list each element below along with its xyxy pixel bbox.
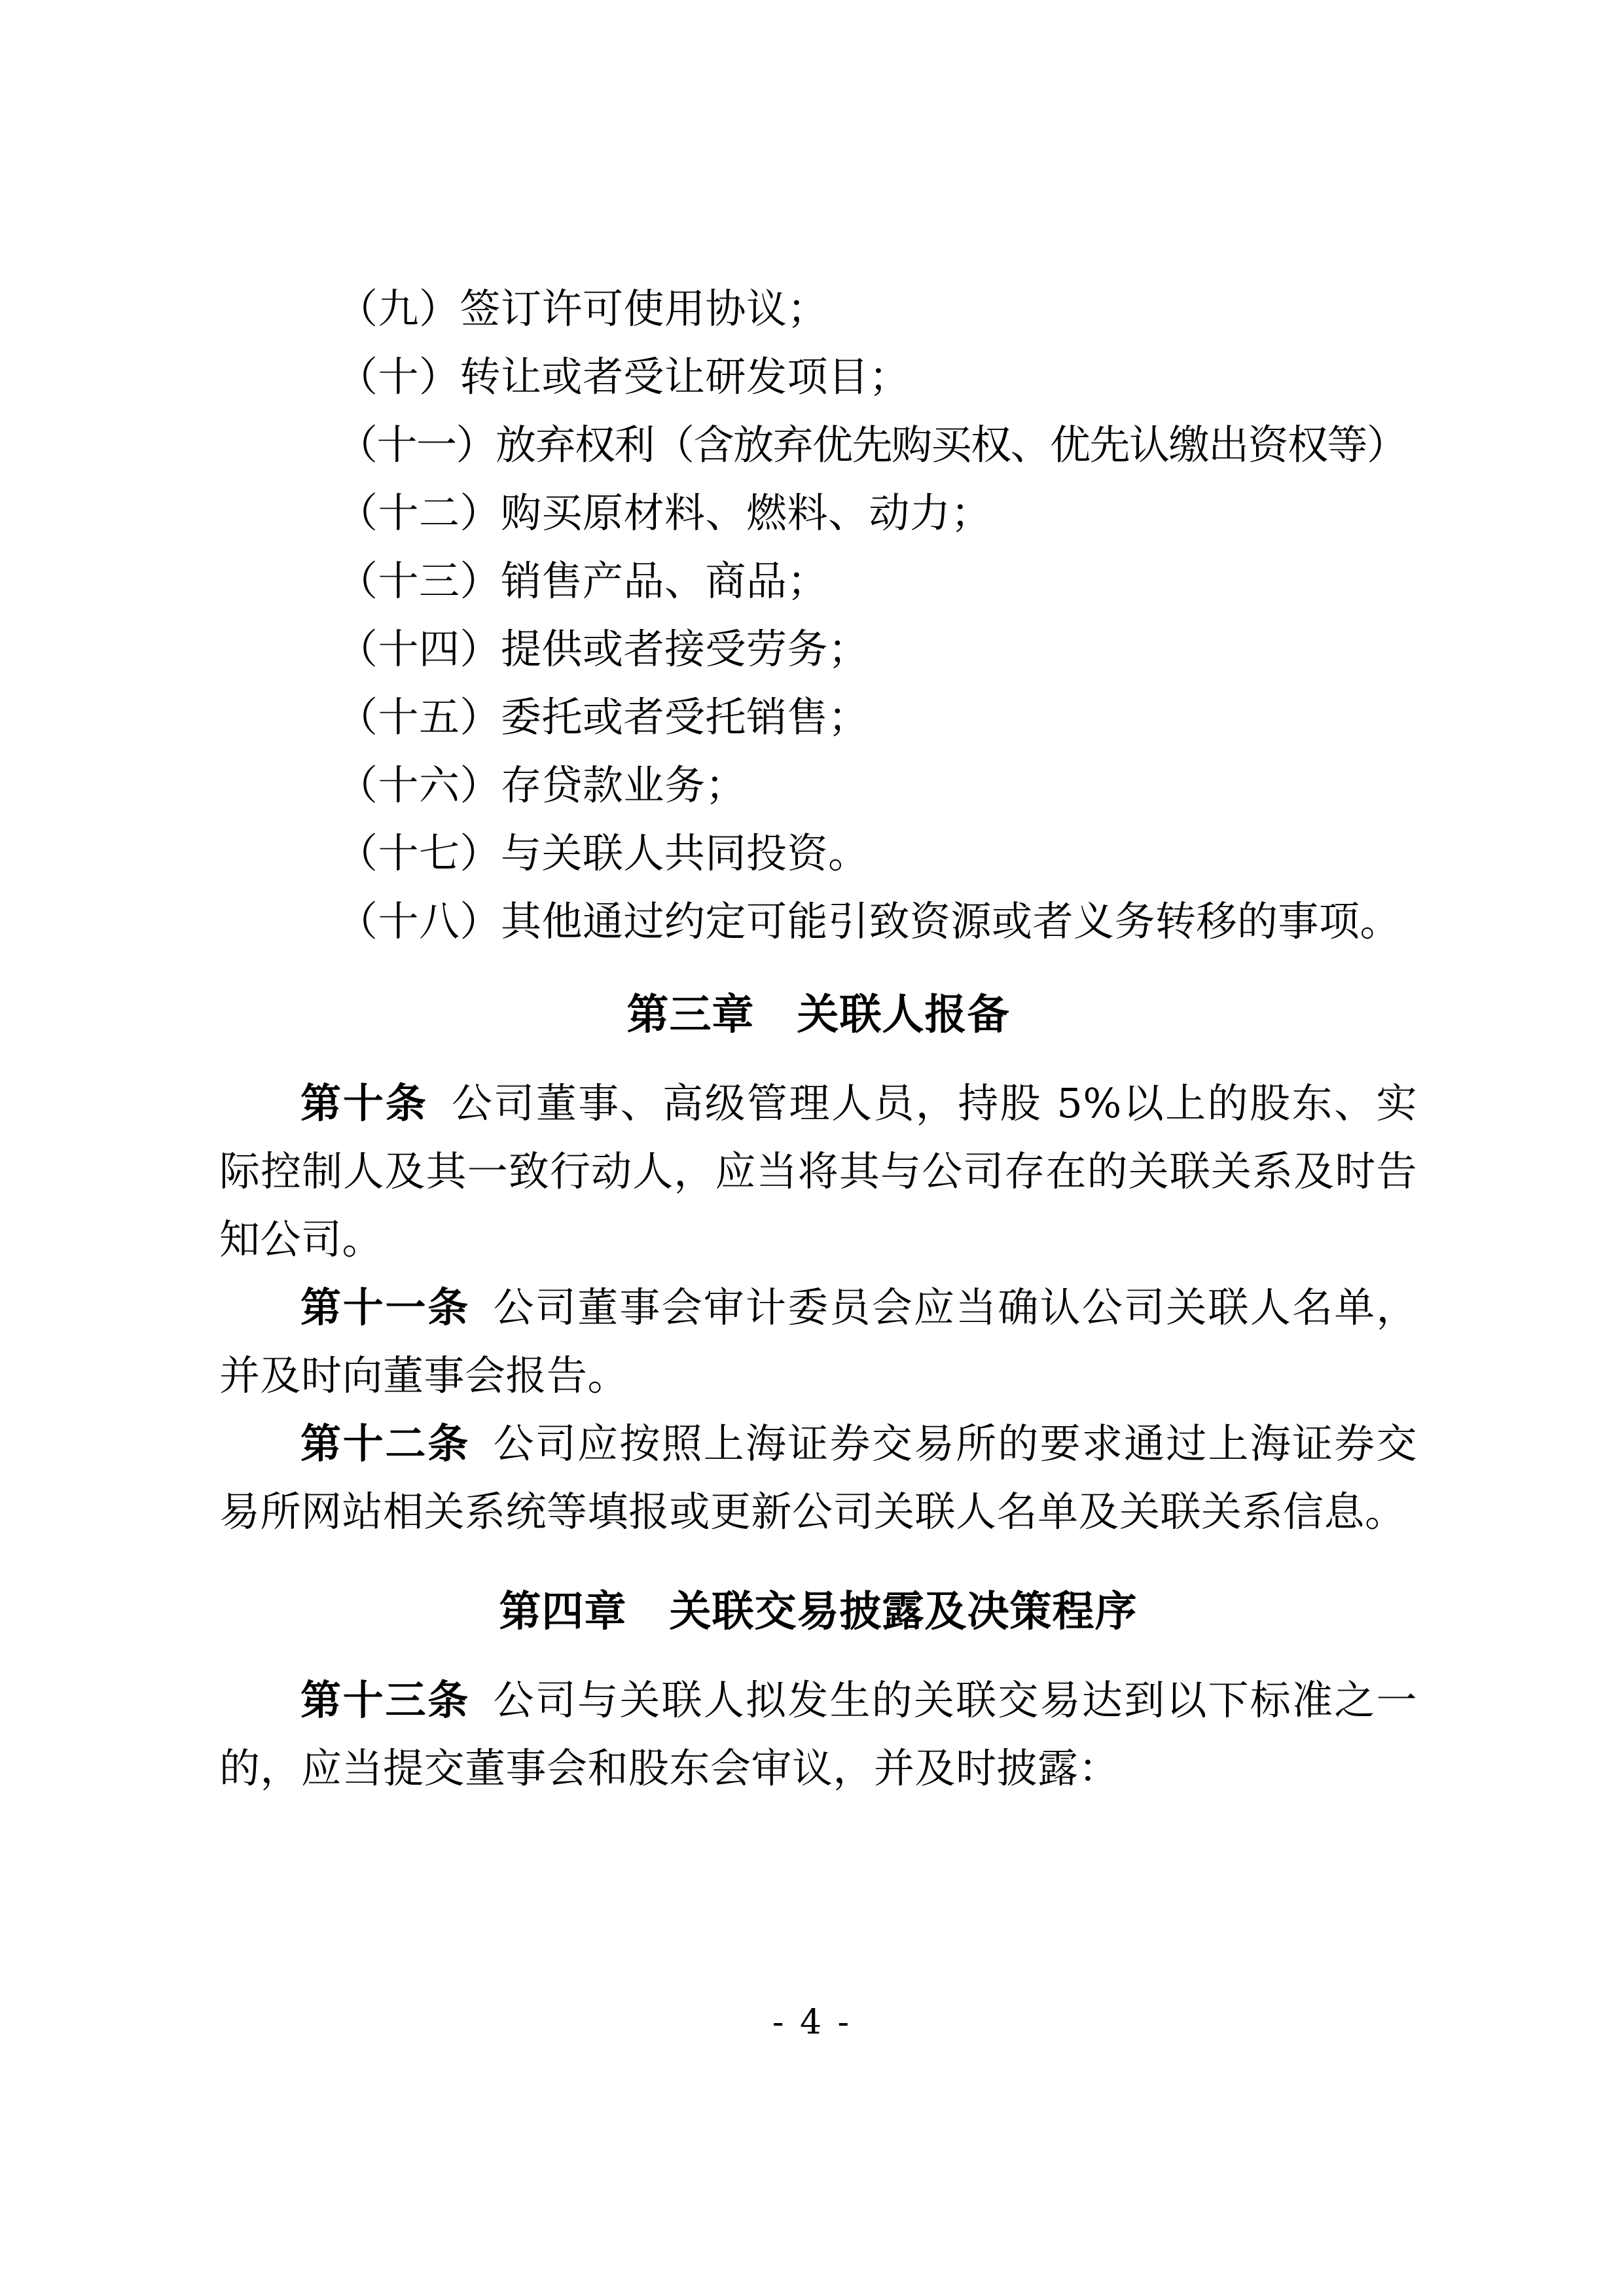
article-paragraph-eleven	[219, 1274, 1417, 1410]
clause-item-sixteen: （十六）存贷款业务；	[337, 761, 747, 809]
article-paragraph-ten	[219, 1069, 1417, 1274]
clause-item-eleven: （十一）放弃权利（含放弃优先购买权、优先认缴出资权等）	[337, 421, 1407, 469]
article-body-thirteen: 公司与关联人拟发生的关联交易达到以下标准之一的，应当提交董事会和股东会审议，并及时披露：	[219, 1676, 1417, 1792]
article-label-eleven: 第十一条	[300, 1283, 470, 1331]
article-paragraph-thirteen	[219, 1666, 1417, 1803]
clause-item-thirteen: （十三）销售产品、商品；	[337, 557, 829, 605]
chapter-heading-four: 第四章 关联交易披露及决策程序	[499, 1588, 1138, 1636]
article-body-twelve: 公司应按照上海证券交易所的要求通过上海证券交易所网站相关系统等填报或更新公司关联人名单及关联关系信息。	[219, 1420, 1417, 1535]
article-block-eleven	[219, 1274, 1417, 1410]
article-body-ten: 公司董事、高级管理人员，持股 5%以上的股东、实际控制人及其一致行动人，应当将其与公司存在的关联关系及时告知公司。	[219, 1079, 1417, 1263]
clause-item-eighteen: （十八）其他通过约定可能引致资源或者义务转移的事项。	[337, 897, 1401, 945]
clause-item-fifteen: （十五）委托或者受托销售；	[337, 693, 869, 741]
article-block-twelve	[219, 1410, 1417, 1546]
clause-item-ten: （十）转让或者受让研发项目；	[337, 353, 911, 401]
clause-item-seventeen: （十七）与关联人共同投资。	[337, 829, 869, 877]
chapter-heading-three: 第三章 关联人报备	[626, 991, 1010, 1039]
spacer-after-chapter-four	[219, 1648, 1417, 1666]
clause-item-nine: （九）签订许可使用协议；	[337, 285, 829, 332]
article-label-thirteen: 第十三条	[300, 1676, 470, 1724]
article-block-ten	[219, 1069, 1417, 1274]
clause-item-twelve: （十二）购买原材料、燃料、动力；	[337, 489, 992, 537]
top-margin-spacer	[219, 0, 1417, 275]
page-number-footer: - 4 -	[772, 2003, 852, 2042]
spacer-before-chapter-three	[219, 956, 1417, 979]
article-paragraph-twelve	[219, 1410, 1417, 1546]
spacer-after-chapter-three	[219, 1051, 1417, 1069]
clause-item-fourteen: （十四）提供或者接受劳务；	[337, 625, 869, 673]
article-label-ten: 第十条	[300, 1079, 428, 1127]
article-block-thirteen	[219, 1666, 1417, 1803]
article-label-twelve: 第十二条	[300, 1420, 470, 1467]
clause-list	[219, 275, 1417, 956]
page-content-column	[219, 0, 1417, 2296]
spacer-before-chapter-four	[219, 1546, 1417, 1576]
article-body-eleven: 公司董事会审计委员会应当确认公司关联人名单，并及时向董事会报告。	[219, 1283, 1417, 1399]
